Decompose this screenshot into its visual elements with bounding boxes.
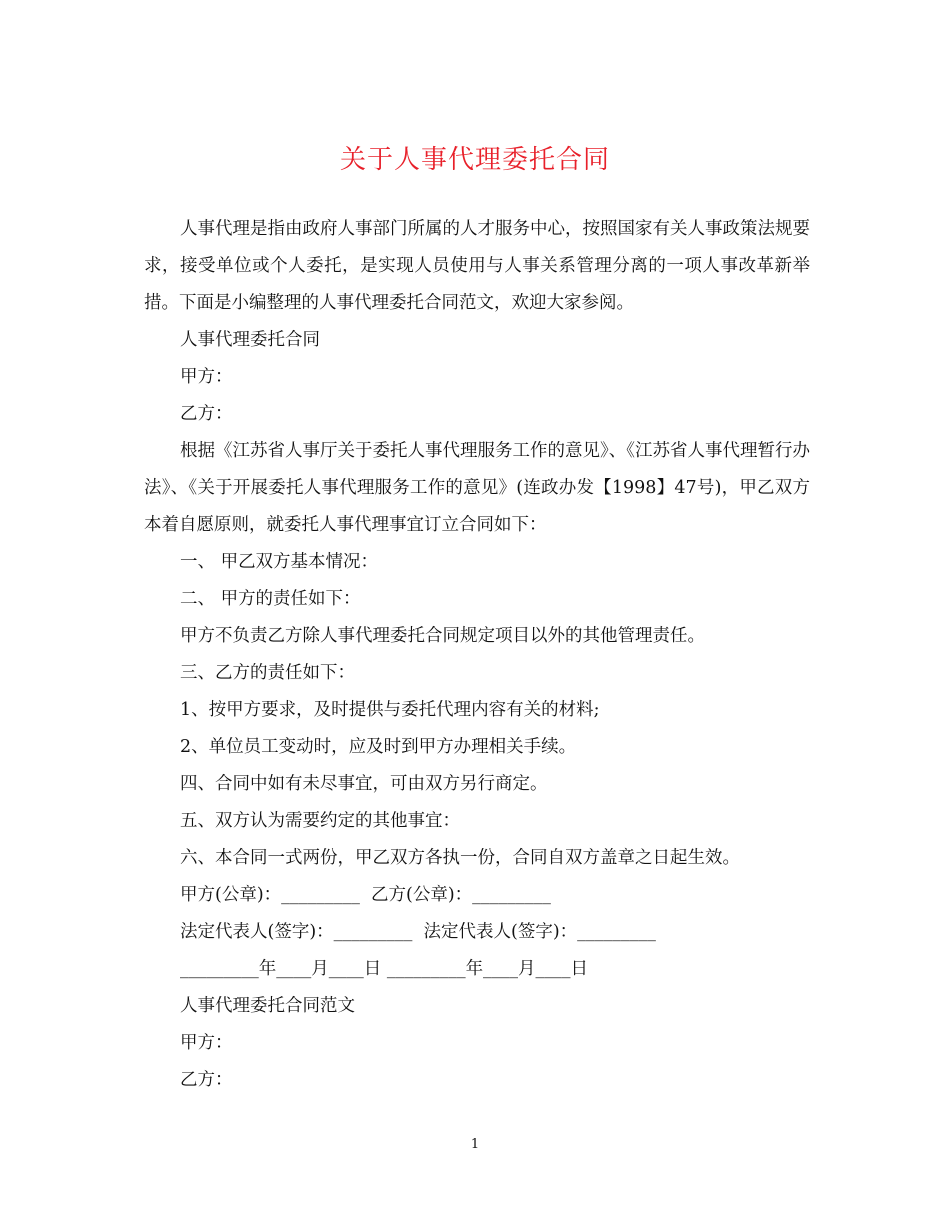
- basis-paragraph: 根据《江苏省人事厅关于委托人事代理服务工作的意见》、《江苏省人事代理暂行办法》、《关于开展委托人事代理服务工作的意见》(连政办发【1998】47号)，甲乙双方本着自愿原则，就委托人事代理事宜订立合同如下：: [144, 441, 810, 535]
- document-body: [144, 211, 810, 1099]
- party-a-line: 甲方：: [180, 367, 233, 387]
- contract-title: 人事代理委托合同: [180, 330, 320, 350]
- clause-3: 三、乙方的责任如下：: [180, 663, 355, 683]
- clause-3-item-2: 2、单位员工变动时，应及时到甲方办理相关手续。: [180, 737, 577, 757]
- seal-line: 甲方(公章)：_________ 乙方(公章)：_________: [180, 885, 551, 905]
- clause-2: 二、 甲方的责任如下：: [180, 589, 361, 609]
- sample-title: 人事代理委托合同范文: [180, 996, 355, 1016]
- page-number: 1: [470, 1137, 480, 1152]
- document-title: 关于人事代理委托合同: [339, 145, 610, 175]
- clause-6: 六、本合同一式两份，甲乙双方各执一份，合同自双方盖章之日起生效。: [180, 848, 740, 868]
- clause-3-item-1: 1、按甲方要求，及时提供与委托代理内容有关的材料;: [180, 700, 600, 720]
- clause-1: 一、 甲乙双方基本情况：: [180, 552, 379, 572]
- clause-2-text: 甲方不负责乙方除人事代理委托合同规定项目以外的其他管理责任。: [180, 626, 705, 646]
- sample-party-a-line: 甲方：: [180, 1033, 233, 1053]
- clause-5: 五、双方认为需要约定的其他事宜：: [180, 811, 460, 831]
- signature-line: 法定代表人(签字)：_________ 法定代表人(签字)：_________: [180, 922, 656, 942]
- intro-paragraph: 人事代理是指由政府人事部门所属的人才服务中心，按照国家有关人事政策法规要求，接受单位或个人委托，是实现人员使用与人事关系管理分离的一项人事改革新举措。下面是小编整理的人事代理委托合同范文，欢迎大家参阅。: [144, 219, 810, 313]
- party-b-line: 乙方：: [180, 404, 233, 424]
- date-line: _________年____月____日 _________年____月____日: [180, 959, 589, 979]
- clause-4: 四、合同中如有未尽事宜，可由双方另行商定。: [180, 774, 548, 794]
- sample-party-b-line: 乙方：: [180, 1070, 233, 1090]
